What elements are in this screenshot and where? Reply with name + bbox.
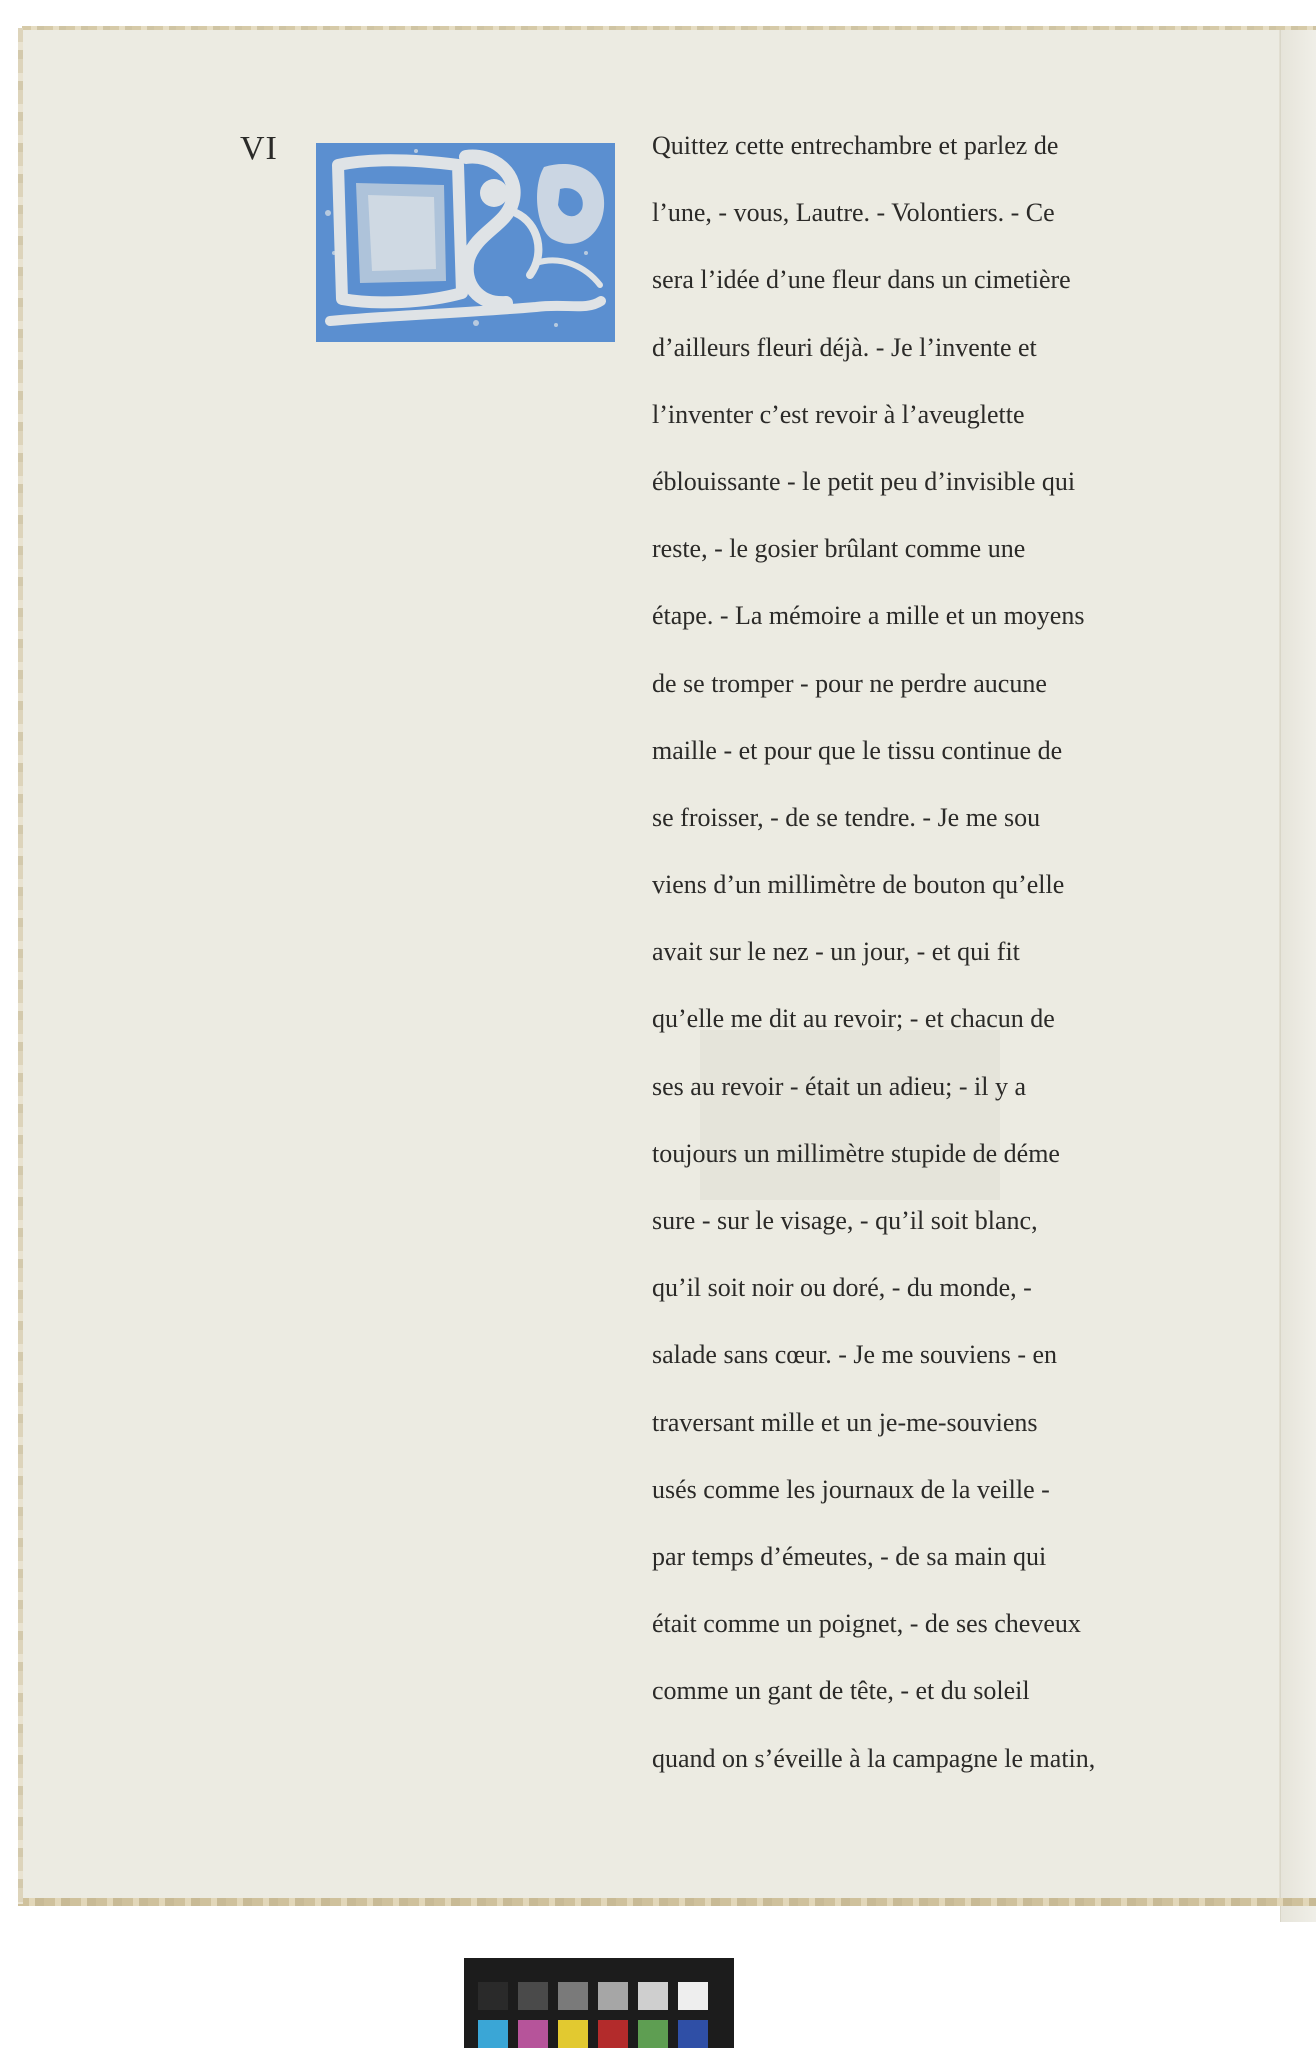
poem-line: qu’il soit noir ou doré, - du monde, -: [652, 1273, 1032, 1303]
poem-line: usés comme les journaux de la veille -: [652, 1474, 1050, 1504]
poem-line: étape. - La mémoire a mille et un moyens: [652, 601, 1085, 631]
color-swatch: [478, 2020, 508, 2048]
deckled-top-edge: [22, 26, 1316, 30]
deckled-bottom-edge: [18, 1898, 1316, 1906]
poem-line: salade sans cœur. - Je me souviens - en: [652, 1340, 1058, 1370]
deckled-left-edge: [18, 28, 23, 1904]
poem-line: par temps d’émeutes, - de sa main qui: [652, 1541, 1047, 1571]
color-swatch: [638, 1982, 668, 2010]
color-swatch: [518, 1982, 548, 2010]
color-swatch: [558, 2020, 588, 2048]
poem-line: Quittez cette entrechambre et parlez de: [652, 131, 1059, 160]
color-swatch: [678, 1982, 708, 2010]
color-swatch: [518, 2020, 548, 2048]
poem-line: comme un gant de tête, - et du soleil: [652, 1676, 1030, 1706]
poem-line: quand on s’éveille à la campagne le matin,: [652, 1743, 1096, 1773]
color-swatch: [558, 1982, 588, 2010]
poem-line: avait sur le nez - un jour, - et qui fit: [652, 937, 1020, 967]
chapter-numeral: VI: [240, 130, 278, 167]
poem-text: [652, 130, 1272, 1810]
color-calibration-card: [464, 1958, 734, 2048]
poem-line: maille - et pour que le tissu continue de: [652, 735, 1063, 765]
poem-line: sera l’idée d’une fleur dans un cimetière: [652, 265, 1071, 295]
poem-line: d’ailleurs fleuri déjà. - Je l’invente et: [652, 332, 1037, 362]
color-swatch: [598, 1982, 628, 2010]
poem-line: traversant mille et un je-me-souviens: [652, 1407, 1038, 1437]
blue-woodcut-illustration: [316, 143, 615, 342]
poem-line: sure - sur le visage, - qu’il soit blanc,: [652, 1206, 1038, 1235]
color-swatch: [678, 2020, 708, 2048]
color-swatch: [638, 2020, 668, 2048]
poem-line: qu’elle me dit au revoir; - et chacun de: [652, 1004, 1055, 1034]
poem-line: l’une, - vous, Lautre. - Volontiers. - Ce: [652, 198, 1055, 228]
poem-line: ses au revoir - était un adieu; - il y a: [652, 1071, 1026, 1101]
poem-line: se froisser, - de se tendre. - Je me sou: [652, 802, 1041, 832]
poem-line: de se tromper - pour ne perdre aucune: [652, 668, 1047, 698]
color-swatch: [478, 1982, 508, 2010]
poem-line: reste, - le gosier brûlant comme une: [652, 534, 1026, 564]
poem-line: toujours un millimètre stupide de déme: [652, 1138, 1060, 1168]
poem-line: l’inventer c’est revoir à l’aveuglette: [652, 399, 1025, 429]
poem-line: viens d’un millimètre de bouton qu’elle: [652, 870, 1065, 900]
poem-line: était comme un poignet, - de ses cheveux: [652, 1609, 1081, 1639]
color-swatch: [598, 2020, 628, 2048]
poem-line: éblouissante - le petit peu d’invisible qui: [652, 466, 1076, 496]
right-page-edge: [1280, 30, 1316, 1922]
